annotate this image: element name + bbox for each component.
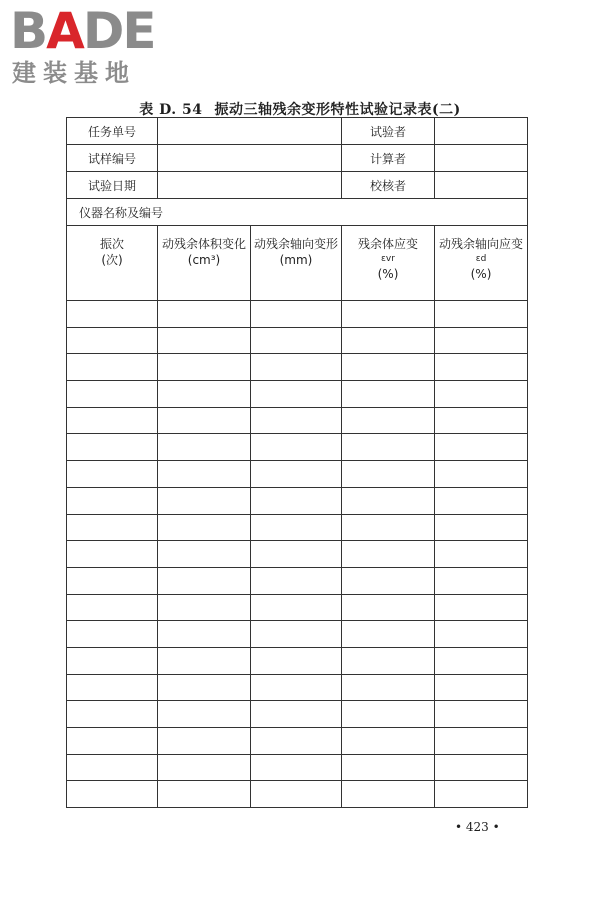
- column-header-row: [67, 226, 528, 301]
- meta-row-task: [67, 118, 528, 145]
- table-row: [67, 701, 528, 728]
- table-cell[interactable]: [342, 781, 435, 808]
- col-unit: (次): [101, 253, 123, 267]
- table-cell[interactable]: [251, 781, 342, 808]
- table-cell[interactable]: [342, 487, 435, 514]
- table-cell[interactable]: [435, 434, 528, 461]
- table-row: [67, 407, 528, 434]
- table-cell[interactable]: [158, 514, 251, 541]
- table-cell[interactable]: [67, 728, 158, 755]
- table-cell[interactable]: [158, 781, 251, 808]
- table-cell[interactable]: [67, 781, 158, 808]
- sample-no-field[interactable]: [158, 145, 342, 172]
- table-cell[interactable]: [251, 701, 342, 728]
- tester-field[interactable]: [435, 118, 528, 145]
- col-unit: (%): [377, 267, 399, 281]
- task-no-field[interactable]: [158, 118, 342, 145]
- checker-field[interactable]: [435, 172, 528, 199]
- table-cell[interactable]: [67, 434, 158, 461]
- table-row: [67, 461, 528, 488]
- table-cell[interactable]: [251, 461, 342, 488]
- col-header-volumetric-strain: [342, 226, 435, 301]
- table-cell[interactable]: [251, 541, 342, 568]
- col-name: 动残余轴向变形: [253, 237, 338, 251]
- table-row: [67, 327, 528, 354]
- logo: [10, 2, 190, 88]
- table-cell[interactable]: [251, 647, 342, 674]
- table-cell[interactable]: [342, 674, 435, 701]
- table-cell[interactable]: [158, 674, 251, 701]
- table-cell[interactable]: [67, 301, 158, 328]
- table-cell[interactable]: [435, 301, 528, 328]
- data-rows: [67, 301, 528, 808]
- table-row: [67, 354, 528, 381]
- table-row: [67, 647, 528, 674]
- col-header-cycles: [67, 226, 158, 301]
- col-unit: (mm): [279, 253, 313, 267]
- table-cell[interactable]: [67, 407, 158, 434]
- table-cell[interactable]: [158, 461, 251, 488]
- table-cell[interactable]: [251, 728, 342, 755]
- table-cell[interactable]: [342, 541, 435, 568]
- table-cell[interactable]: [435, 781, 528, 808]
- table-cell[interactable]: [435, 461, 528, 488]
- table-cell[interactable]: [342, 354, 435, 381]
- table-cell[interactable]: [342, 514, 435, 541]
- table-cell[interactable]: [251, 354, 342, 381]
- table-cell[interactable]: [67, 514, 158, 541]
- page-number: • 423 •: [455, 820, 500, 834]
- table-code: 表 D. 54: [139, 102, 203, 118]
- table-row: [67, 514, 528, 541]
- table-cell[interactable]: [251, 407, 342, 434]
- table-cell[interactable]: [67, 674, 158, 701]
- table-cell[interactable]: [67, 354, 158, 381]
- table-cell[interactable]: [342, 301, 435, 328]
- table-cell[interactable]: [342, 407, 435, 434]
- table-row: [67, 434, 528, 461]
- table-cell[interactable]: [158, 567, 251, 594]
- table-cell[interactable]: [435, 567, 528, 594]
- table-row: [67, 301, 528, 328]
- col-symbol: εd: [475, 254, 487, 264]
- logo-wordmark: BADE: [10, 2, 155, 60]
- table-cell[interactable]: [251, 301, 342, 328]
- table-cell[interactable]: [435, 594, 528, 621]
- checker-label: 校核者: [342, 172, 435, 199]
- table-title-text: 振动三轴残余变形特性试验记录表(二): [214, 102, 461, 118]
- test-date-field[interactable]: [158, 172, 342, 199]
- table-row: [67, 728, 528, 755]
- table-cell[interactable]: [67, 541, 158, 568]
- col-name: 振次: [99, 237, 124, 251]
- logo-subtitle: 建装基地: [12, 59, 136, 87]
- table-row: [67, 621, 528, 648]
- table-cell[interactable]: [251, 567, 342, 594]
- table-cell[interactable]: [251, 487, 342, 514]
- table-cell[interactable]: [435, 647, 528, 674]
- col-name: 残余体应变: [357, 237, 418, 251]
- table-cell[interactable]: [435, 354, 528, 381]
- table-row: [67, 754, 528, 781]
- table-cell[interactable]: [158, 728, 251, 755]
- table-cell[interactable]: [67, 594, 158, 621]
- table-row: [67, 381, 528, 408]
- table-cell[interactable]: [342, 327, 435, 354]
- col-header-axial-deformation: [251, 226, 342, 301]
- col-unit: (%): [470, 267, 492, 281]
- table-cell[interactable]: [435, 327, 528, 354]
- table-cell[interactable]: [158, 301, 251, 328]
- table-cell[interactable]: [67, 381, 158, 408]
- table-cell[interactable]: [342, 594, 435, 621]
- table-cell[interactable]: [342, 461, 435, 488]
- table-title: [0, 99, 600, 119]
- meta-row-instrument: [67, 199, 528, 226]
- task-no-label: 任务单号: [67, 118, 158, 145]
- table-cell[interactable]: [435, 407, 528, 434]
- table-cell[interactable]: [435, 674, 528, 701]
- table-cell[interactable]: [158, 647, 251, 674]
- table-cell[interactable]: [251, 674, 342, 701]
- meta-row-date: [67, 172, 528, 199]
- col-header-volume-change: [158, 226, 251, 301]
- tester-label: 试验者: [342, 118, 435, 145]
- table-cell[interactable]: [435, 541, 528, 568]
- table-cell[interactable]: [67, 754, 158, 781]
- table-cell[interactable]: [435, 754, 528, 781]
- table-cell[interactable]: [342, 754, 435, 781]
- table-row: [67, 487, 528, 514]
- table-cell[interactable]: [67, 701, 158, 728]
- table-cell[interactable]: [435, 701, 528, 728]
- table-cell[interactable]: [67, 567, 158, 594]
- calculator-label: 计算者: [342, 145, 435, 172]
- table-cell[interactable]: [158, 354, 251, 381]
- table-cell[interactable]: [67, 647, 158, 674]
- table-cell[interactable]: [435, 487, 528, 514]
- col-symbol: εvr: [381, 254, 395, 264]
- table-cell[interactable]: [158, 754, 251, 781]
- table-cell[interactable]: [158, 594, 251, 621]
- table-cell[interactable]: [158, 434, 251, 461]
- col-header-axial-strain: [435, 226, 528, 301]
- col-unit: (cm³): [187, 253, 221, 267]
- meta-row-sample: [67, 145, 528, 172]
- table-cell[interactable]: [435, 514, 528, 541]
- table-cell[interactable]: [342, 434, 435, 461]
- col-name: 动残余体积变化: [161, 237, 246, 251]
- calculator-field[interactable]: [435, 145, 528, 172]
- table-cell[interactable]: [158, 327, 251, 354]
- table-cell[interactable]: [251, 621, 342, 648]
- table-cell[interactable]: [67, 621, 158, 648]
- table-cell[interactable]: [251, 381, 342, 408]
- table-row: [67, 567, 528, 594]
- table-cell[interactable]: [158, 541, 251, 568]
- table-cell[interactable]: [435, 728, 528, 755]
- table-cell[interactable]: [251, 434, 342, 461]
- table-cell[interactable]: [342, 647, 435, 674]
- sample-no-label: 试样编号: [67, 145, 158, 172]
- table-cell[interactable]: [251, 327, 342, 354]
- table-cell[interactable]: [158, 621, 251, 648]
- table-cell[interactable]: [251, 514, 342, 541]
- record-form-table: [66, 117, 528, 808]
- table-cell[interactable]: [158, 407, 251, 434]
- table-cell[interactable]: [342, 567, 435, 594]
- table-cell[interactable]: [67, 461, 158, 488]
- table-cell[interactable]: [158, 701, 251, 728]
- test-date-label: 试验日期: [67, 172, 158, 199]
- table-cell[interactable]: [342, 728, 435, 755]
- instrument-label: 仪器名称及编号: [67, 199, 528, 226]
- table-row: [67, 541, 528, 568]
- table-cell[interactable]: [158, 381, 251, 408]
- table-cell[interactable]: [342, 701, 435, 728]
- table-cell[interactable]: [342, 621, 435, 648]
- table-cell[interactable]: [158, 487, 251, 514]
- table-cell[interactable]: [67, 487, 158, 514]
- table-cell[interactable]: [342, 381, 435, 408]
- table-row: [67, 594, 528, 621]
- col-name: 动残余轴向应变: [438, 237, 523, 251]
- table-row: [67, 674, 528, 701]
- table-cell[interactable]: [251, 594, 342, 621]
- table-cell[interactable]: [435, 621, 528, 648]
- table-cell[interactable]: [251, 754, 342, 781]
- table-row: [67, 781, 528, 808]
- table-cell[interactable]: [67, 327, 158, 354]
- table-cell[interactable]: [435, 381, 528, 408]
